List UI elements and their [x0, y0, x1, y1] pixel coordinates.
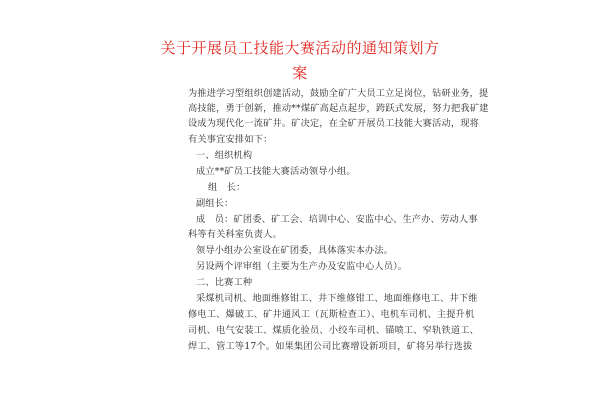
body-line: 组 长： — [208, 182, 246, 193]
body-line: 高技能，勇于创新，推动**煤矿高起点起步，跨跃式发展，努力把我矿建 — [188, 103, 489, 114]
body-line: 科等有关科室负责人。 — [188, 229, 282, 240]
body-line: 采煤机司机、地面维修钳工、井下维修钳工、地面维修电工、井下维 — [196, 293, 478, 304]
body-line: 司机、电气安装工、煤质化验员、小绞车司机、锚喷工、窄轨铁道工、 — [188, 325, 480, 336]
document-title: 关于开展员工技能大赛活动的通知策划方 — [160, 39, 440, 57]
body-line: 焊工、管工等17个。如果集团公司比赛增设新项目，矿将另举行选拔 — [188, 341, 473, 352]
body-line: 成 员：矿团委、矿工会、培训中心、安监中心、生产办、劳动人事 — [196, 214, 478, 225]
body-line: 另设两个评审组（主要为生产办及安监中心人员）。 — [196, 261, 408, 272]
body-line: 副组长： — [196, 198, 234, 209]
body-line: 成立**矿员工技能大赛活动领导小组。 — [196, 166, 356, 177]
body-line: 有关事宜安排如下： — [188, 134, 273, 145]
body-line: 设成为现代化一流矿井。矿决定，在全矿开展员工技能大赛活动，现将 — [188, 118, 480, 129]
body-line: 修电工、爆破工、矿井通风工（瓦斯检查工）、电机车司机、主提升机 — [188, 309, 475, 320]
document-title-continuation: 案 — [292, 64, 308, 82]
section-heading: 一、组织机构 — [196, 150, 253, 161]
section-heading: 二、比赛工种 — [196, 277, 253, 288]
body-line: 领导小组办公室设在矿团委，具体落实本办法。 — [196, 245, 394, 256]
body-line: 为推进学习型组织创建活动，鼓励全矿广大员工立足岗位，钻研业务，提 — [188, 88, 489, 99]
